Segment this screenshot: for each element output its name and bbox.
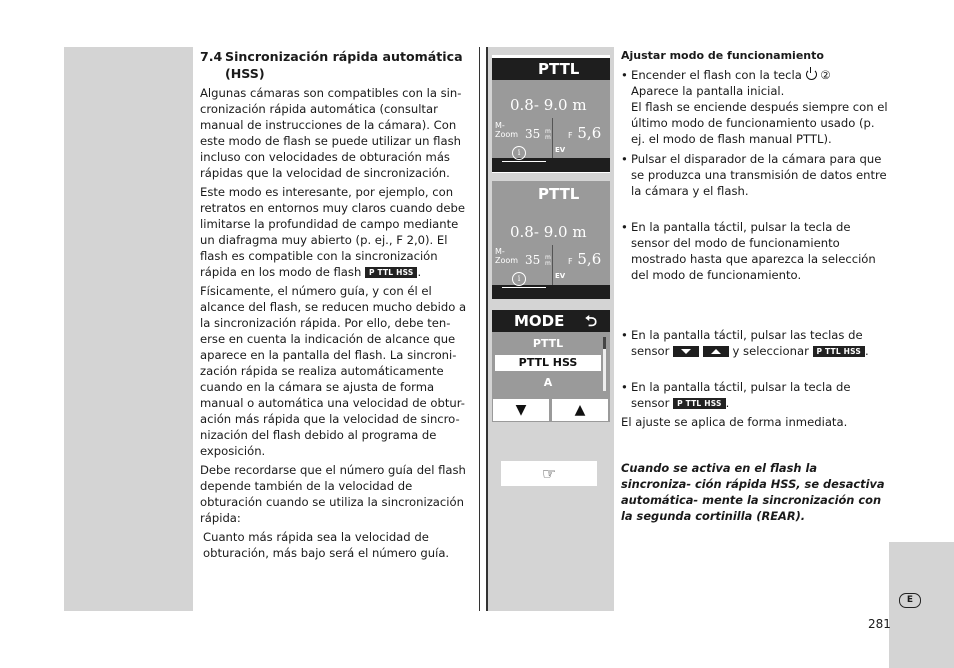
paragraph-1: Algunas cámaras son compatibles con la sin- cronización rápida automática (consultar manual de instrucciones de la cámara). Con este modo de flash se puede utilizar un flash incluso con velocidades de obturación más rápidas que la velocidad de sincronización. xyxy=(200,86,462,180)
screen1-mode-label: PTTL xyxy=(492,58,610,80)
mode-option-a[interactable]: A xyxy=(543,376,553,389)
section-heading xyxy=(200,48,472,82)
key-number: ② xyxy=(820,68,831,82)
screen2-aperture: F 5,6 xyxy=(568,250,602,268)
mode-title: MODE xyxy=(514,312,565,330)
mode-header xyxy=(492,310,610,332)
paragraph-4: Debe recordarse que el número guía del flash depende también de la velocidad de obturación cuando se utiliza la sincronización rápida: xyxy=(200,463,466,525)
info-icon[interactable]: i xyxy=(512,146,526,160)
paragraph-2-end: . xyxy=(417,265,422,279)
screen1-body xyxy=(492,80,610,160)
page-number: 281 xyxy=(868,617,891,631)
bullet-2: • Pulsar el disparador de la cámara para que se produzca una transmisión de datos entre la cámara y el flash. xyxy=(621,151,889,199)
left-margin-panel xyxy=(64,47,193,611)
bullet-4-end: . xyxy=(864,344,869,358)
bullet-4-text-b: y seleccionar xyxy=(732,344,809,358)
left-text-column xyxy=(200,48,472,564)
bullet-5: • En la pantalla táctil, pulsar la tecla de sensor P TTL HSS . xyxy=(621,380,851,410)
power-icon xyxy=(806,69,817,80)
down-key-icon xyxy=(673,346,699,357)
bullet-4: • En la pantalla táctil, pulsar las teclas de sensor y seleccionar P TTL HSS . xyxy=(621,328,869,358)
screen2-zoom-value: 35 xyxy=(525,253,541,267)
info-icon[interactable]: i xyxy=(512,272,526,286)
screen1-separator xyxy=(552,118,553,160)
screen1-zoom-unit: m m xyxy=(545,128,551,141)
screen2-zoom-label: M- Zoom xyxy=(495,247,519,265)
screen1-zoom-label: M- Zoom xyxy=(495,121,519,139)
back-icon[interactable]: ⮌ xyxy=(585,312,598,330)
bullet-3: • En la pantalla táctil, pulsar la tecla de sensor del modo de funcionamiento mostrado hasta que aparezca la selección del modo de funcionamiento. xyxy=(621,219,889,283)
screen2-separator xyxy=(552,245,553,287)
applied-note: El ajuste se aplica de forma inmediata. xyxy=(621,415,848,429)
bullet-1-line3: El flash se enciende después siempre con el último modo de funcionamiento usado (p. ej. el modo de flash manual PTTL). xyxy=(631,100,888,146)
bullet-4-text: En la pantalla táctil, pulsar las teclas de sensor xyxy=(631,328,863,358)
screen2-mode-label[interactable]: PTTL xyxy=(492,181,610,207)
mode-option-pttl[interactable]: PTTL xyxy=(532,337,564,350)
column-divider xyxy=(479,47,480,611)
bullet-1-text: Encender el flash con la tecla xyxy=(631,68,802,82)
screen2-body xyxy=(492,207,610,287)
bullet-5-end: . xyxy=(725,396,730,410)
screen1-aperture: F 5,6 xyxy=(568,124,602,142)
bullet-2-text: Pulsar el disparador de la cámara para que se produzca una transmisión de datos entre la cámara y el flash. xyxy=(631,152,887,198)
mode-scrollbar[interactable] xyxy=(603,337,606,391)
section-number: 7.4 xyxy=(200,49,223,64)
hss-note: Cuando se activa en el flash la sincroniza- ción rápida HSS, se desactiva automática- mente la sincronización con la segunda cortinilla (REAR). xyxy=(621,461,885,523)
bullet-3-text: En la pantalla táctil, pulsar la tecla de sensor del modo de funcionamiento mostrado hasta que aparezca la selección del modo de funcionamiento. xyxy=(631,220,876,282)
paragraph-2-text: Este modo es interesante, por ejemplo, con retratos en entornos muy claros cuando debe limitarse la profundidad de campo mediante un diafragma muy abierto (p. ej., F 2,0). El flash es compatible con la sincronización rápida en los modo de flash xyxy=(200,185,465,279)
bullet-1: • Encender el flash con la tecla ② Aparece la pantalla inicial. El flash se enciende después siempre con el último modo de funcionamiento usado (p. ej. el modo de flash manual PTTL). xyxy=(621,68,888,146)
scrollbar-thumb[interactable] xyxy=(603,337,606,349)
flash-display-screen-1 xyxy=(492,55,610,173)
section-title-line2: (HSS) xyxy=(225,66,265,81)
up-key-icon xyxy=(703,346,729,357)
paragraph-3: Físicamente, el número guía, y con él el alcance del flash, se reducen mucho debido a la sincronización rápida. Por ello, debe ten- erse en cuenta la indicación de alcance que aparece en la pantalla del flash. La sincroni- zación rápida se realiza automáticamente cuando en la cámara se ajusta de forma manual o automática una velocidad de obtur- ación más rápida que la velocidad de sincro- nización del flash debido al programa de exposición. xyxy=(200,284,467,458)
mode-option-pttl-hss[interactable]: PTTL HSS xyxy=(495,355,601,371)
hand-pointer-icon: ☞ xyxy=(501,461,597,486)
up-arrow-button[interactable]: ▲ xyxy=(551,398,609,422)
section-title-line1: Sincronización rápida automática xyxy=(225,49,463,64)
down-arrow-button[interactable]: ▼ xyxy=(492,398,550,422)
pttl-hss-badge: P TTL HSS xyxy=(365,267,417,278)
bullet-5-text: En la pantalla táctil, pulsar la tecla de sensor xyxy=(631,380,851,410)
screen1-zoom-value: 35 xyxy=(525,127,541,141)
right-heading: Ajustar modo de funcionamiento xyxy=(621,49,824,62)
language-badge: E xyxy=(899,593,921,608)
mode-selection-screen xyxy=(492,310,610,422)
screen2-info-underline xyxy=(502,287,546,288)
pttl-hss-badge: P TTL HSS xyxy=(673,398,725,409)
flash-display-screen-2 xyxy=(492,181,610,299)
screen1-info-underline xyxy=(502,161,546,162)
screen1-ev-label: EV xyxy=(555,146,566,154)
screen2-zoom-unit: m m xyxy=(545,254,551,267)
figure-divider xyxy=(486,47,488,611)
paragraph-2 xyxy=(200,184,472,280)
bullet-1-line2: Aparece la pantalla inicial. xyxy=(631,84,785,98)
pttl-hss-badge: P TTL HSS xyxy=(813,346,865,357)
screen1-range: 0.8- 9.0 m xyxy=(510,96,587,114)
screen2-range: 0.8- 9.0 m xyxy=(510,223,587,241)
screen2-ev-label: EV xyxy=(555,272,566,280)
paragraph-5: Cuanto más rápida sea la velocidad de obturación, más bajo será el número guía. xyxy=(203,530,450,560)
right-tab-panel xyxy=(889,542,954,668)
